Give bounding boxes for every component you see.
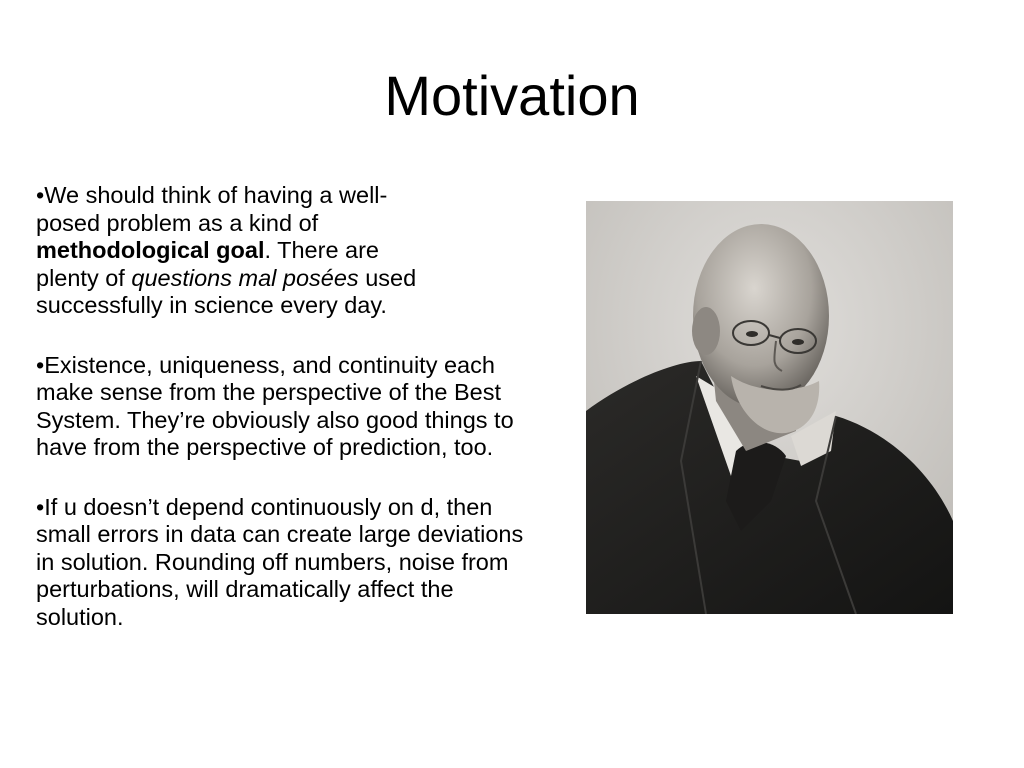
bullet-1-plenty: plenty of [36,264,132,291]
bullet-1-after-italic: used [358,264,417,291]
bullet-1-line5: successfully in science every day. [36,292,387,318]
bullet-1-line2: posed problem as a kind of [36,209,319,236]
portrait-photo [586,201,953,614]
bullet-1-italic: questions mal posées [131,264,359,291]
portrait-illustration [586,201,953,614]
bullet-1 [36,182,536,320]
bullet-list [36,182,536,663]
slide-title: Motivation [384,64,640,127]
bullet-1-bold: methodological goal [36,237,265,263]
bullet-1-line1: •We should think of having a well- [36,182,388,208]
bullet-1-after-bold: . There are [264,237,380,263]
bullet-3: •If u doesn’t depend continuously on d, then small errors in data can create large deviations in solution. Rounding off numbers, noise from perturbations, will dramatically affect the solution. [36,493,524,630]
bullet-2: •Existence, uniqueness, and continuity each make sense from the perspective of the Best System. They’re obviously also good things to have from the perspective of prediction, too. [36,351,514,460]
